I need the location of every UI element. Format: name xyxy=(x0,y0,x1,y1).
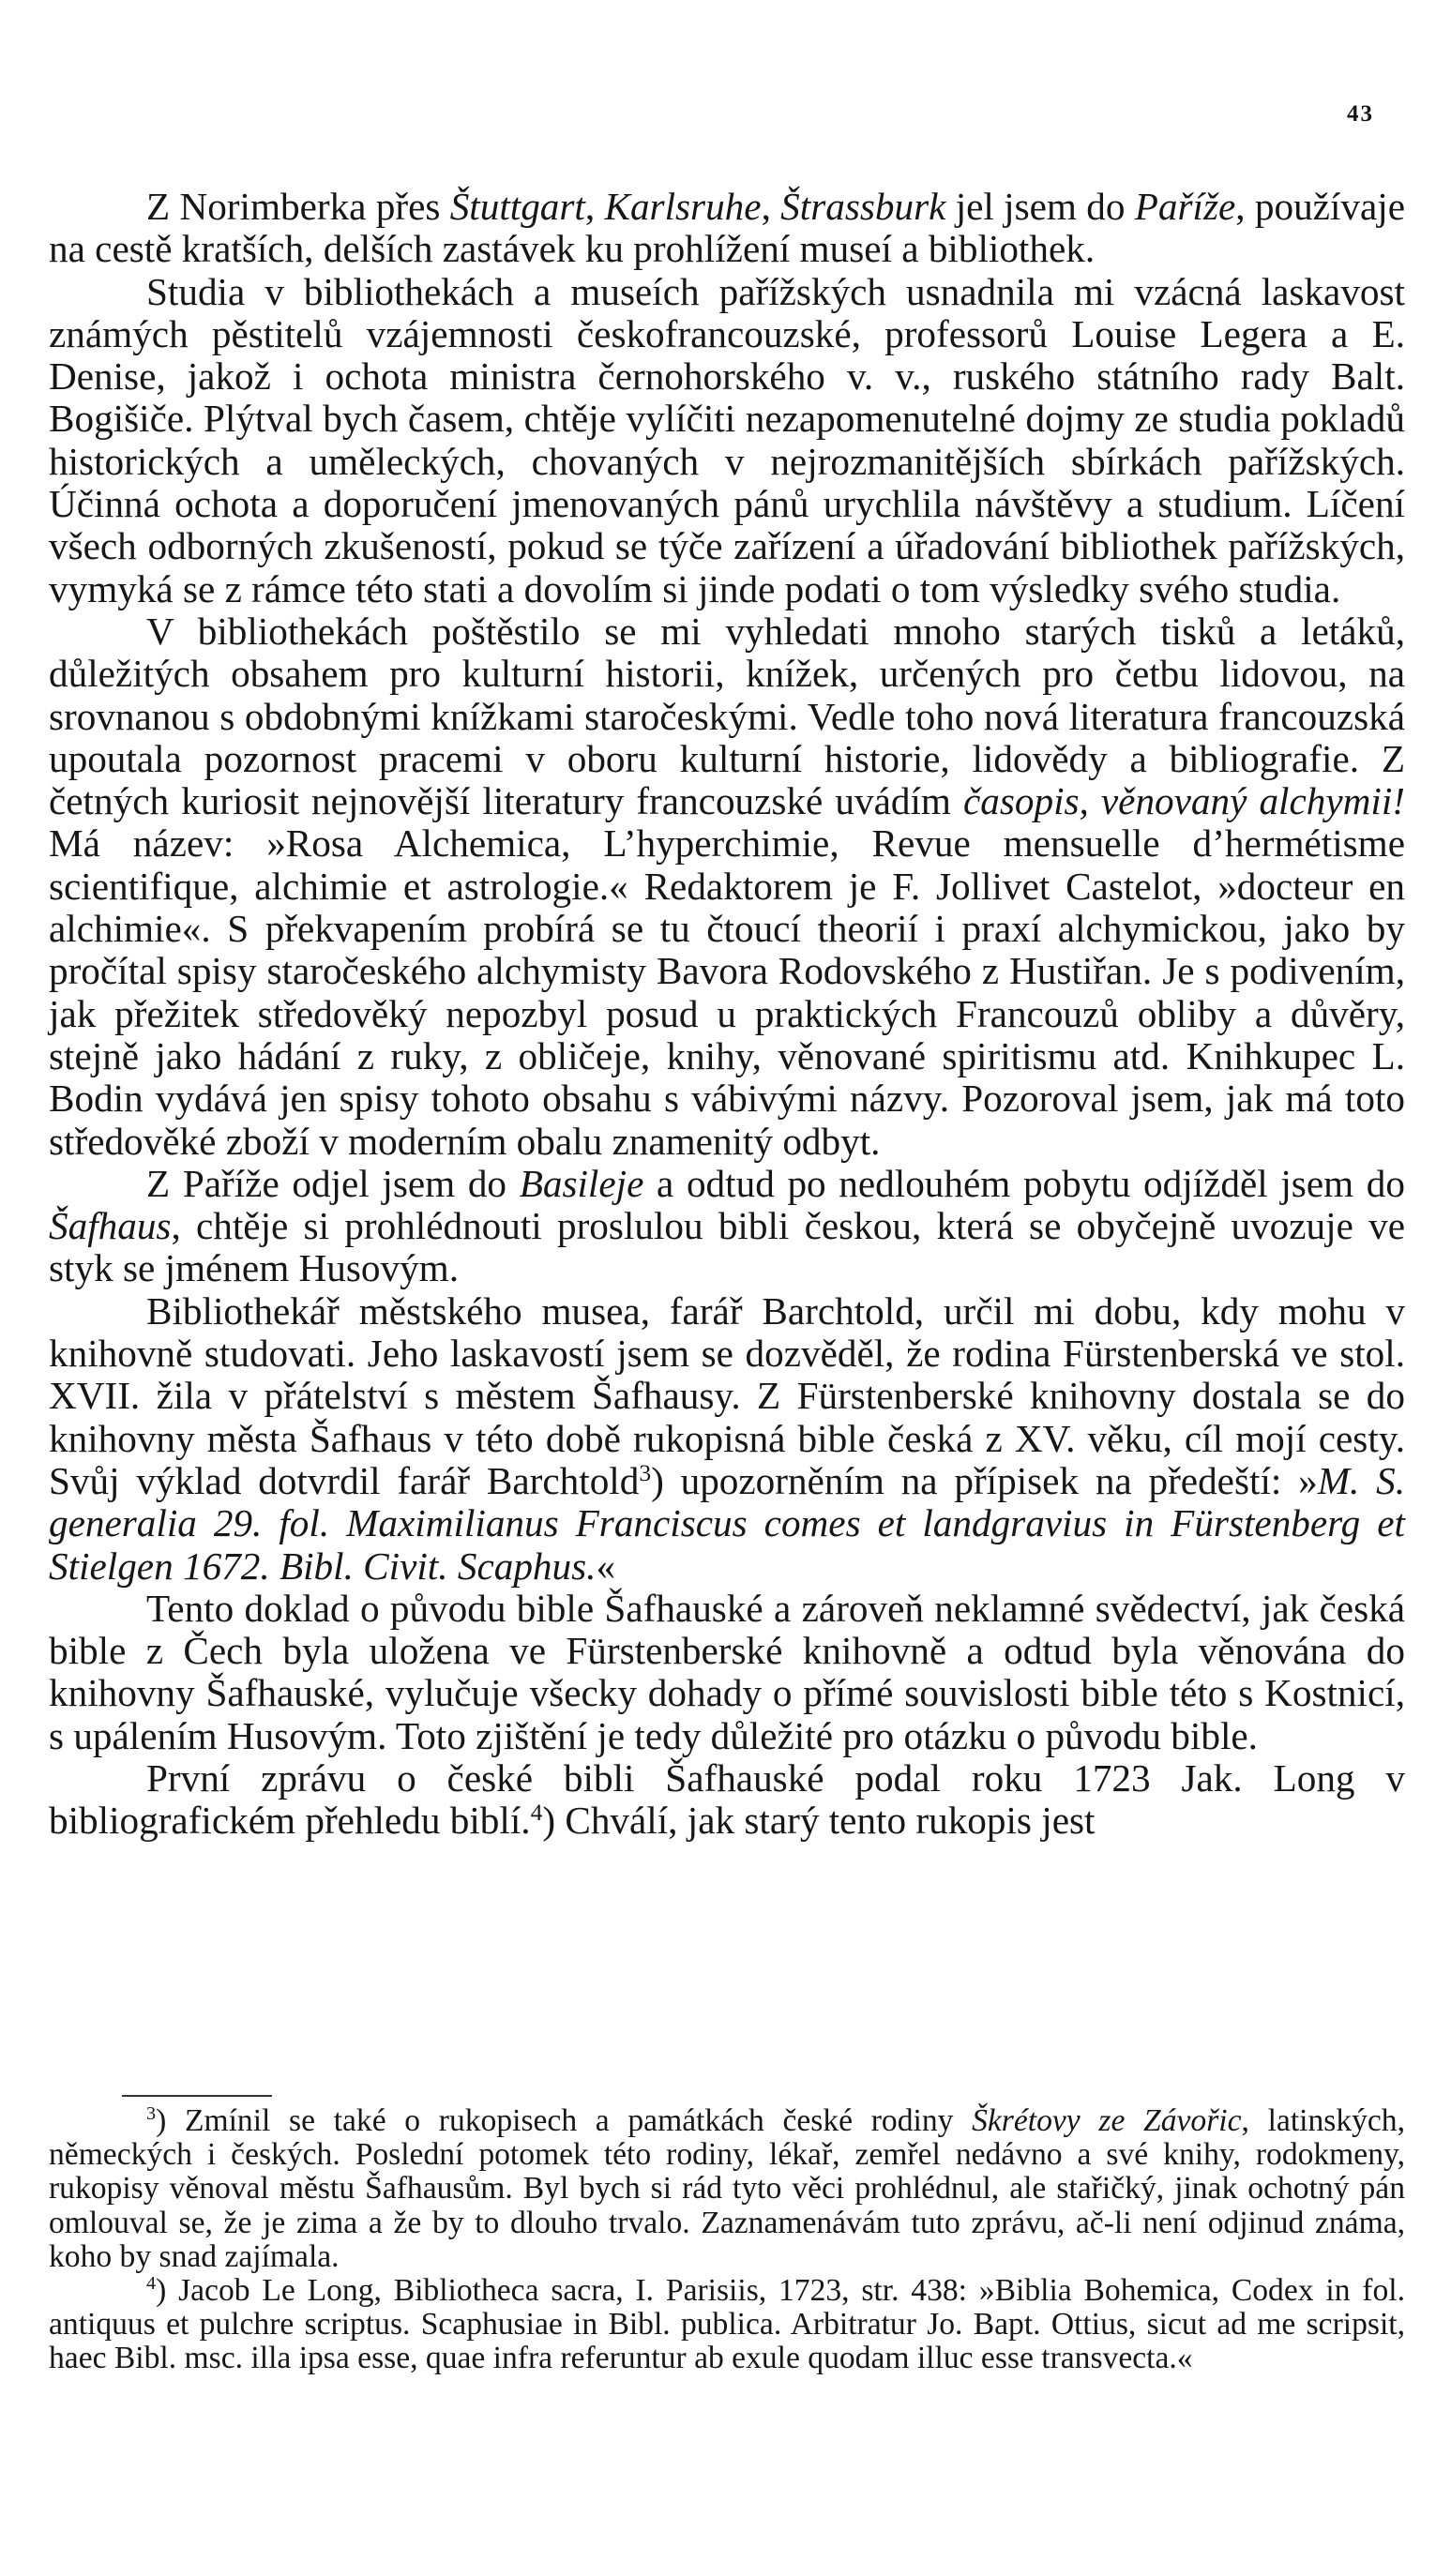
page-number: 43 xyxy=(1347,101,1374,127)
paragraph-librarian-barchtold: Bibliothekář městského musea, farář Barchtold, určil mi dobu, kdy mohu v knihovně studovati. Jeho laskavostí jsem se dozvěděl, že rodina Fürstenberská ve stol. XVII. žila v přátelství s městem Šafhausy. Z Fürstenberské knihovny dostala se do knihovny města Šafhaus v této době rukopisná bible česká z XV. věku, cíl mojí cesty. Svůj výklad dotvrdil farář Barchtold$^3$) upozorněním na přípisek na předeští: »M. S. generalia 29. fol. Maximilianus Franciscus comes et landgravius in Fürstenberg et Stielgen 1672. Bibl. Civit. Scaphus.« xyxy=(49,1288,1406,1588)
place-strassburk: Štrassburk xyxy=(780,185,946,228)
footnotes xyxy=(49,2104,1405,2376)
footnote-divider xyxy=(122,2095,272,2097)
body-text xyxy=(49,186,1405,1843)
footnote-4: $^4$) Jacob Le Long, Bibliotheca sacra, I. Parisiis, 1723, str. 438: »Biblia Bohemica, Codex in fol. antiquus et pulchre scriptus. Scaphusiae in Bibl. publica. Arbitratur Jo. Bapt. Ottius, sicut ad me scripsit, haec Bibl. msc. illa ipsa esse, quae infra referuntur ab exule quodam illuc esse transvecta.« xyxy=(49,2272,1405,2376)
footnote-ref-3: 3 xyxy=(639,1458,652,1486)
paragraph-first-report: První zprávu o české bibli Šafhauské podal roku 1723 Jak. Long v bibliografickém přehledu biblí.$^4$) Chválí, jak starý tento rukopis jest xyxy=(49,1755,1405,1843)
paragraph-norimberk-journey: Z Norimberka přes Štuttgart, Karlsruhe, Štrassburk jel jsem do Paříže, používaje na cestě kratších, delších zastávek ku prohlížení museí a bibliothek. xyxy=(49,185,1406,271)
place-pariz: Paříže xyxy=(1134,185,1236,228)
paragraph-paris-studies: Studia v bibliothekách a museích pařížských usnadnila mi vzácná laskavost známých pěstitelů vzájemnosti českofrancouzské, professorů Louise Legera a E. Denise, jakož i ochota ministra černohorského v. v., ruského státního rady Balt. Bogišiče. Plýtval bych časem, chtěje vylíčiti nezapomenutelné dojmy ze studia pokladů historických a uměleckých, chovaných v nejrozmanitějších sbírkách pařížských. Účinná ochota a doporučení jmenovaných pánů urychlila návštěvy a studium. Líčení všech odborných zkušeností, pokud se týče zařízení a úřadování bibliothek pařížských, vymyká se z rámce této stati a dovolím si jinde podati o tom výsledky svého studia. xyxy=(49,269,1405,610)
family-name-skretovy: Škrétovy ze Závořic xyxy=(972,2103,1242,2138)
place-karlsruhe: Karlsruhe xyxy=(604,185,762,228)
latin-inscription: M. S. generalia 29. fol. Maximilianus Franciscus comes et landgravius in Fürstenberg et Stielgen 1672. Bibl. Civit. Scaphus. xyxy=(49,1458,1406,1588)
footnote-ref-4: 4 xyxy=(530,1799,543,1827)
paragraph-basel-schaffhausen: Z Paříže odjel jsem do Basileje a odtud po nedlouhém pobytu odjížděl jsem do Šafhaus, chtěje si prohlédnouti proslulou bibli českou, která se obyčejně uvozuje ve styk se jménem Husovým. xyxy=(49,1161,1405,1290)
place-stuttgart: Štuttgart xyxy=(449,185,585,228)
paragraph-provenance-evidence: Tento doklad o původu bible Šafhauské a zároveň neklamné svědectví, jak česká bible z Čech byla uložena ve Fürstenberské knihovně a odtud byla věnována do knihovny Šafhauské, vylučuje všecky dohady o přímé souvislosti bible této s Kostnicí, s upálením Husovým. Toto zjištění je tedy důležité pro otázku o původu bible. xyxy=(49,1586,1405,1757)
alchemy-journal-emphasis: časopis, věnovaný alchymii! xyxy=(962,779,1405,823)
place-basilej: Basileje xyxy=(519,1161,644,1205)
place-safhaus: Šafhaus xyxy=(49,1204,172,1248)
paragraph-french-literature: V bibliothekách poštěstilo se mi vyhledati mnoho starých tisků a letáků, důležitých obsahem pro kulturní historii, knížek, určených pro četbu lidovou, na srovnanou s obdobnými knížkami staročeskými. Vedle toho nová literatura francouzská upoutala pozornost pracemi v oboru kulturní historie, lidovědy a bibliografie. Z četných kuriosit nejnovější literatury francouzské uvádím časopis, věnovaný alchymii! Má název: »Rosa Alchemica, L’hyperchimie, Revue mensuelle d’hermétisme scientifique, alchimie et astrologie.« Redaktorem je F. Jollivet Castelot, »docteur en alchimie«. S překvapením probírá se tu čtoucí theorií i praxí alchymickou, jako by pročítal spisy staročeského alchymisty Bavora Rodovského z Hustiřan. Je s podivením, jak přežitek středověký nepozbyl posud u praktických Francouzů obliby a důvěry, stejně jako hádání z ruky, z obličeje, knihy, věnované spiritismu atd. Knihkupec L. Bodin vydává jen spisy tohoto obsahu s vábivými názvy. Pozoroval jsem, jak má toto středověké zboží v moderním obalu znamenitý odbyt. xyxy=(49,609,1405,1163)
footnote-3: $^3$) Zmínil se také o rukopisech a památkách české rodiny Škrétovy ze Závořic, latinských, německých i českých. Poslední potomek této rodiny, lékař, zemřel nedávno a své knihy, rodokmeny, rukopisy věnoval městu Šafhausům. Byl bych si rád tyto věci prohlédnul, ale stařičký, jinak ochotný pán omlouval se, že je zima a že by to dlouho trvalo. Zaznamenávám tuto zprávu, ač-li není odjinud známa, koho by snad zajímala. xyxy=(49,2102,1405,2274)
